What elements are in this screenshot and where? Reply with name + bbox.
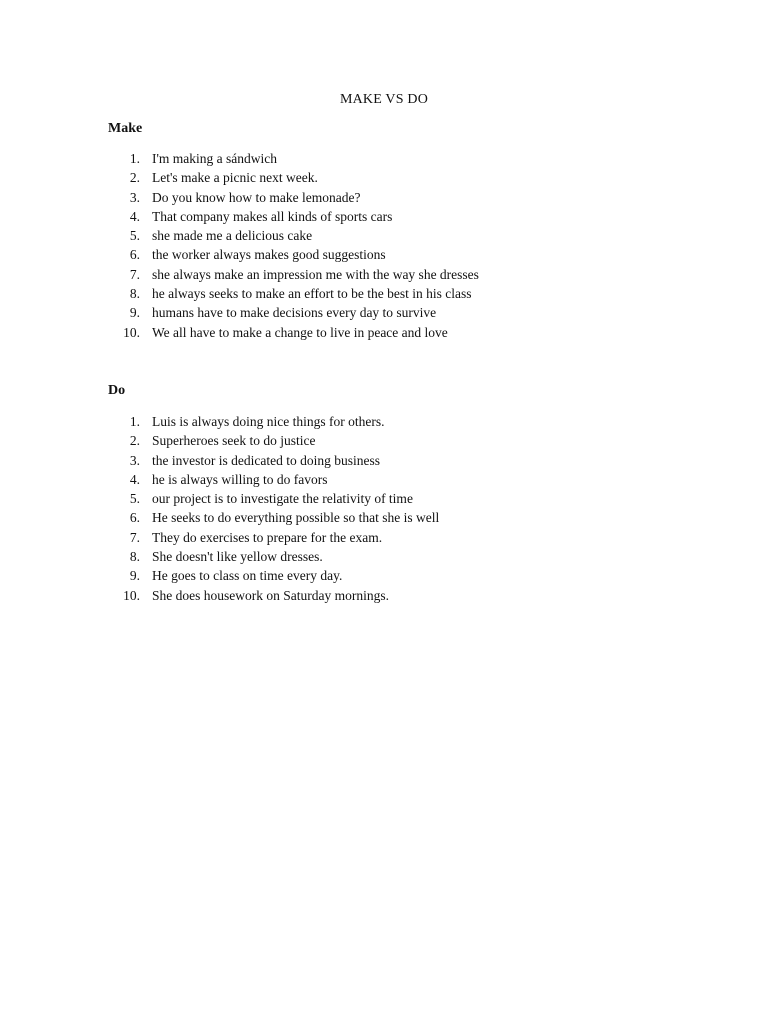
item-text: She does housework on Saturday mornings.	[152, 587, 389, 603]
list-item	[108, 323, 668, 342]
list-item	[108, 470, 668, 489]
item-number: 1.	[129, 414, 140, 429]
item-number: 7.	[129, 266, 140, 282]
item-number: 6.	[129, 247, 140, 263]
list-item	[108, 528, 668, 547]
page-title: MAKE VS DO	[339, 92, 429, 107]
item-number: 1.	[129, 151, 140, 166]
item-number: 2.	[129, 170, 140, 186]
item-text: Do you know how to make lemonade?	[152, 189, 361, 205]
item-number: 6.	[129, 510, 140, 526]
item-number: 9.	[129, 568, 140, 584]
list-item	[108, 168, 668, 187]
list-item	[108, 566, 668, 585]
item-number: 2.	[129, 433, 140, 449]
list-item	[108, 508, 668, 527]
item-text: Luis is always doing nice things for others.	[152, 414, 385, 429]
item-number: 3.	[129, 189, 140, 205]
list-item	[108, 586, 668, 605]
item-text: the worker always makes good suggestions	[152, 247, 386, 263]
item-text: our project is to investigate the relativity of time	[152, 491, 413, 507]
item-text: the investor is dedicated to doing business	[152, 452, 380, 468]
list-item	[108, 489, 668, 508]
item-number: 3.	[129, 452, 140, 468]
item-text: I'm making a sándwich	[152, 151, 278, 166]
list-item	[108, 245, 668, 264]
list-item	[108, 451, 668, 470]
item-number: 7.	[129, 529, 140, 545]
list-item	[108, 412, 668, 431]
item-number: 8.	[129, 549, 140, 565]
item-number: 5.	[129, 228, 140, 244]
item-text: Superheroes seek to do justice	[152, 433, 316, 449]
do-sentence-list	[108, 412, 668, 605]
item-text: He goes to class on time every day.	[152, 568, 343, 584]
make-section-heading: Make	[108, 121, 143, 136]
item-number: 4.	[129, 208, 140, 224]
item-text: He seeks to do everything possible so that she is well	[152, 510, 440, 526]
item-text: Let's make a picnic next week.	[152, 170, 318, 186]
item-text: They do exercises to prepare for the exam.	[152, 529, 383, 545]
do-section-heading: Do	[108, 383, 126, 398]
list-item	[108, 207, 668, 226]
item-text: she made me a delicious cake	[152, 228, 313, 244]
list-item	[108, 284, 668, 303]
item-number: 8.	[129, 286, 140, 302]
item-text: She doesn't like yellow dresses.	[152, 549, 323, 565]
item-text: humans have to make decisions every day to survive	[152, 305, 437, 321]
item-text: We all have to make a change to live in peace and love	[152, 324, 448, 340]
item-text: he is always willing to do favors	[152, 471, 328, 487]
item-number: 4.	[129, 471, 140, 487]
list-item	[108, 547, 668, 566]
list-item	[108, 303, 668, 322]
list-item	[108, 188, 668, 207]
item-text: he always seeks to make an effort to be the best in his class	[152, 286, 472, 302]
item-number: 10.	[123, 324, 140, 340]
item-number: 10.	[123, 587, 140, 603]
list-item	[108, 149, 668, 168]
item-number: 9.	[129, 305, 140, 321]
list-item	[108, 265, 668, 284]
list-item	[108, 431, 668, 450]
item-number: 5.	[129, 491, 140, 507]
list-item	[108, 226, 668, 245]
make-sentence-list	[108, 149, 668, 342]
item-text: That company makes all kinds of sports cars	[152, 208, 393, 224]
item-text: she always make an impression me with the way she dresses	[152, 266, 479, 282]
